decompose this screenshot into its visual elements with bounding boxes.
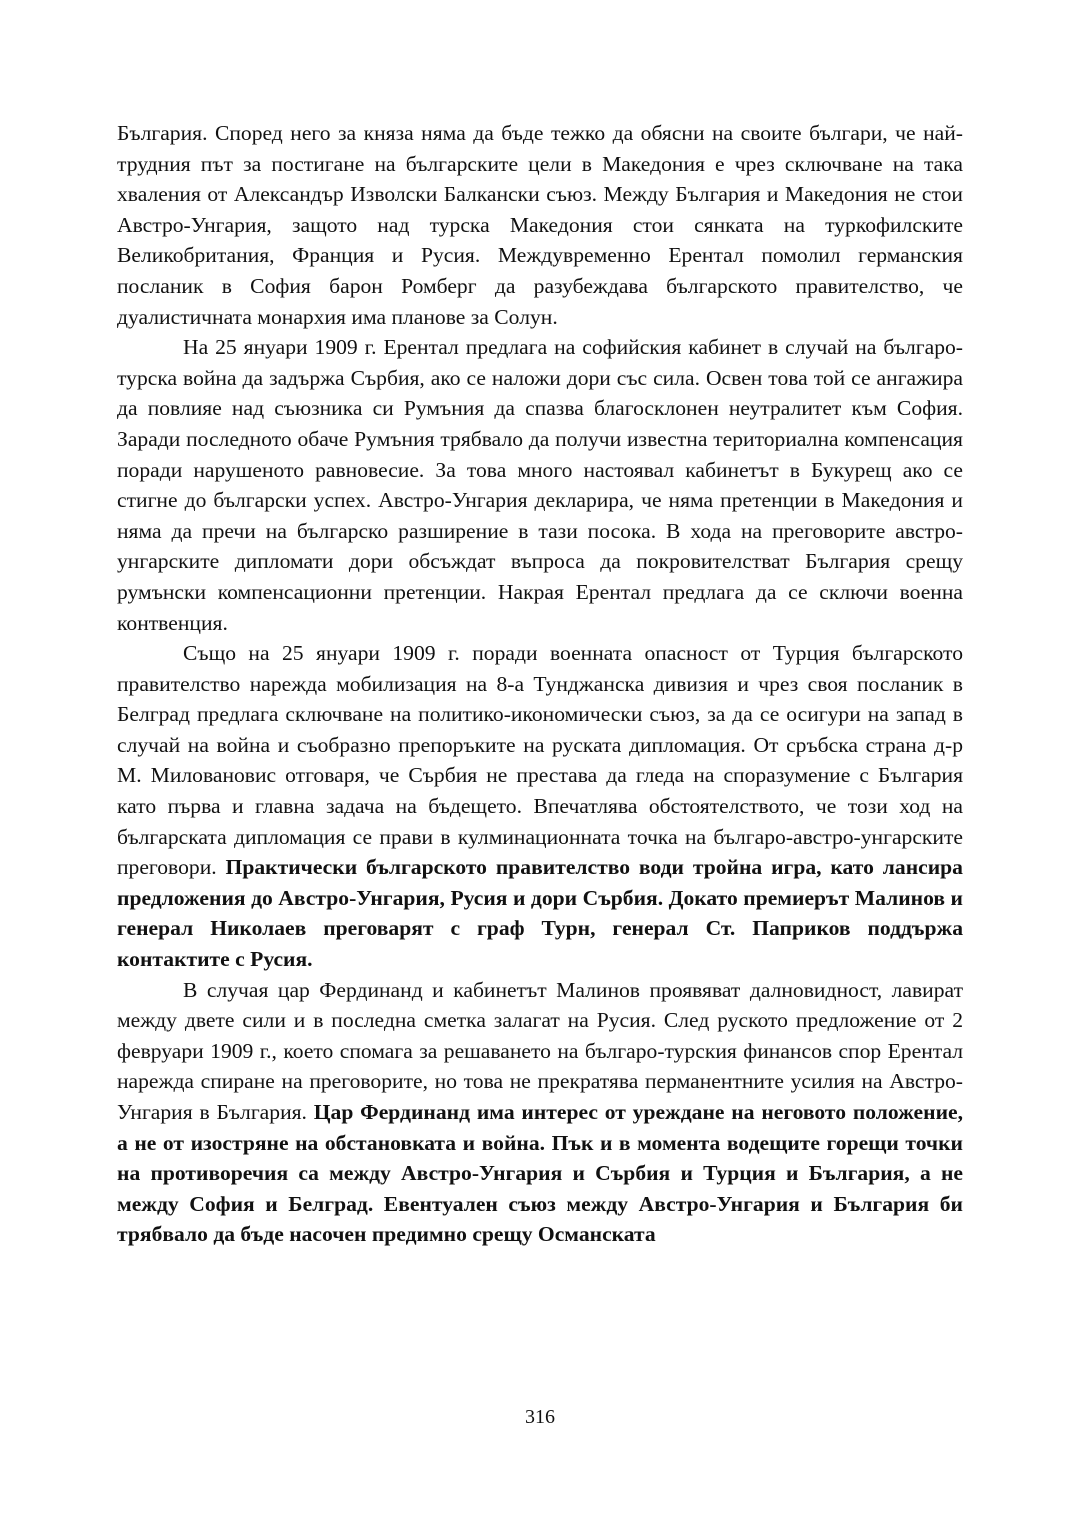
paragraph-text: Също на 25 януари 1909 г. поради военната опасност от Турция българското правителство нарежда мобилизация на 8-а Тунджанска дивизия и чрез своя посланик в Белград предлага сключване на политико-икономически съюз, за да се осигури на запад в случай на война и съобразно препоръките на руската дипломация. От сръбска страна д-р М. Миловановис отговаря, че Сърбия не престава да гледа на споразумение с България като първа и главна задача на бъдещето. Впечатлява обстоятелството, че този ход на българската дипломация се прави в кулминационната точка на българо-австро-унгарските преговори. bbox=[117, 641, 963, 880]
paragraph-3 bbox=[117, 638, 963, 975]
body-text bbox=[117, 118, 963, 1250]
paragraph-text-bold: Цар Фердинанд има интерес от уреждане на неговото положение, а не от изостряне на обстановката и война. Пък и в момента водещите горещи точки на противоречия са между Австро-Унгария и Сърбия и Турция и България, а не между София и Белград. Евентуален съюз между Австро-Унгария и България би трябвало да бъде насочен предимно срещу Османската bbox=[117, 1100, 963, 1247]
paragraph-2 bbox=[117, 332, 963, 638]
paragraph-1 bbox=[117, 118, 963, 332]
paragraph-text: В случая цар Фердинанд и кабинетът Малинов проявяват далновидност, лавират между двете сили и в последна сметка залагат на Русия. След руското предложение от 2 февруари 1909 г., което спомага за решаването на българо-турския финансов спор Ерентал нарежда спиране на преговорите, но това не прекратява перманентните усилия на Австро-Унгария в България. bbox=[117, 977, 963, 1124]
paragraph-text: На 25 януари 1909 г. Ерентал предлага на софийския кабинет в случай на българо-турска война да задържа Сърбия, ако се наложи дори със сила. Освен това той се ангажира да повлияе над съюзника си Румъния да спазва благосклонен неутралитет към София. Заради последното обаче Румъния трябвало да получи известна териториална компенсация поради нарушеното равновесие. За това много настоявал кабинетът в Букурещ ако се стигне до български успех. Австро-Унгария декларира, че няма претенции в Македония и няма да пречи на българско разширение в тази посока. В хода на преговорите австро-унгарските дипломати дори обсъждат въпроса да покровителстват България срещу румънски компенсационни претенции. Накрая Ерентал предлага да се сключи военна контвенция. bbox=[117, 335, 963, 635]
paragraph-4 bbox=[117, 975, 963, 1250]
page-number: 316 bbox=[525, 1406, 555, 1428]
paragraph-text-bold: Практически българското правителство води тройна игра, като лансира предложения до Австро-Унгария, Русия и дори Сърбия. Докато премиерът Малинов и генерал Николаев преговарят с граф Турн, генерал Ст. Паприков поддържа контактите с Русия. bbox=[117, 855, 963, 972]
paragraph-text: България. Според него за княза няма да бъде тежко да обясни на своите българи, че най-трудния път за постигане на българските цели в Македония е чрез сключване на така хваления от Александър Изволски Балкански съюз. Между България и Македония не стои Австро-Унгария, защото над турска Македония стои сянката на туркофилските Великобритания, Франция и Русия. Междувременно Ерентал помолил германския посланик в София барон Ромберг да разубеждава българското правителство, че дуалистичната монархия има планове за Солун. bbox=[117, 121, 963, 329]
